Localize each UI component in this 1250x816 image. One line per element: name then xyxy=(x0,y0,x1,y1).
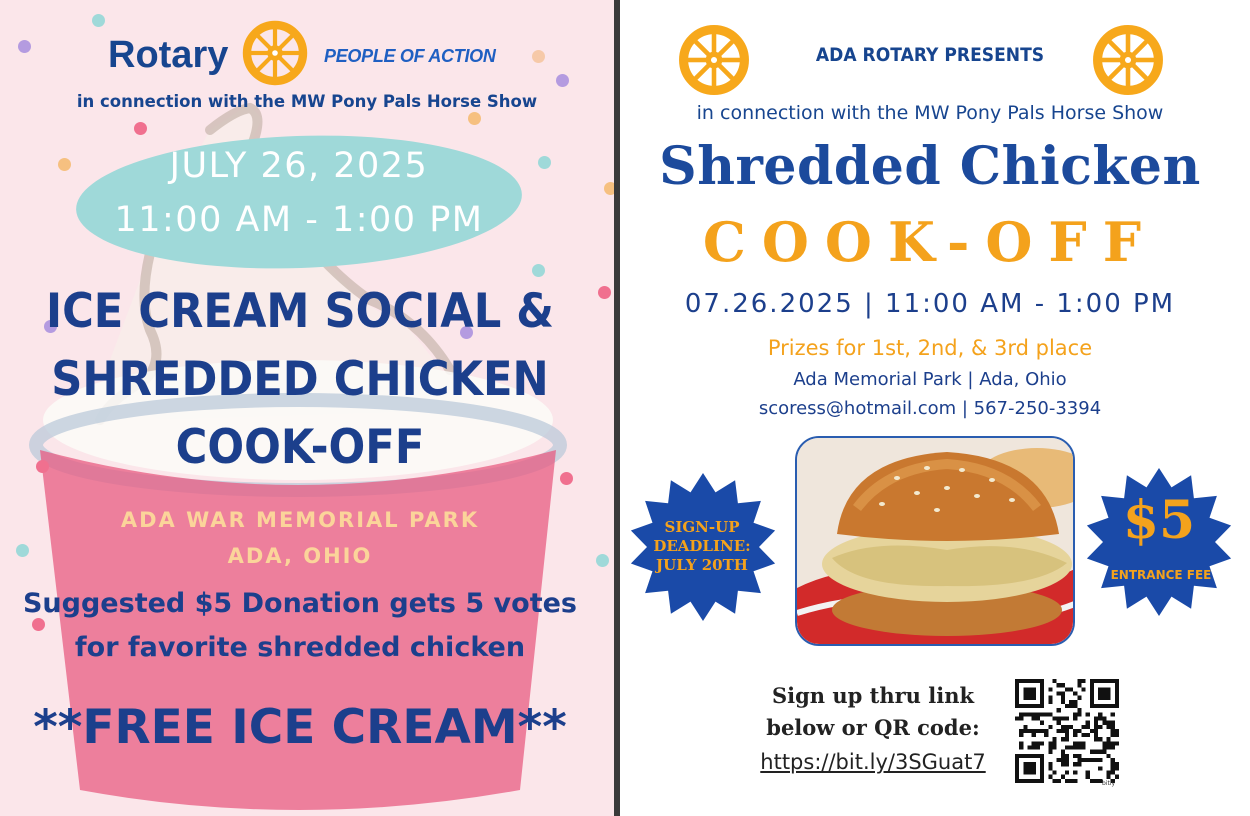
event-datetime: 07.26.2025 | 11:00 AM - 1:00 PM xyxy=(684,289,1176,319)
confetti-dot xyxy=(468,112,481,125)
event-date: JULY 26, 2025 xyxy=(169,146,429,186)
donation-note xyxy=(0,582,600,670)
prizes-line: Prizes for 1st, 2nd, & 3rd place xyxy=(767,336,1093,360)
rotary-wheel-icon xyxy=(240,18,310,88)
park-name: ADA WAR MEMORIAL PARK xyxy=(120,508,480,532)
donation-line: Suggested $5 Donation gets 5 votes xyxy=(22,588,577,619)
signup-deadline-text xyxy=(640,518,764,575)
sandwich-photo xyxy=(795,436,1075,646)
donation-line: for favorite shredded chicken xyxy=(74,632,526,663)
rotary-wordmark: Rotary xyxy=(108,34,229,76)
signup-link[interactable]: https://bit.ly/3SGuat7 xyxy=(760,750,986,774)
confetti-dot xyxy=(92,14,105,27)
entrance-fee-label: ENTRANCE FEE xyxy=(1110,568,1212,582)
sandwich-illustration xyxy=(797,438,1075,646)
confetti-dot xyxy=(58,158,71,171)
event-time: 11:00 AM - 1:00 PM xyxy=(114,200,484,240)
event-location: Ada Memorial Park | Ada, Ohio xyxy=(793,369,1067,390)
confetti-dot xyxy=(532,264,545,277)
confetti-dot xyxy=(18,40,31,53)
confetti-dot xyxy=(598,286,611,299)
ice-cream-social-flyer xyxy=(0,0,614,816)
title-line: ICE CREAM SOCIAL & xyxy=(45,284,555,339)
confetti-dot xyxy=(134,122,147,135)
event-title xyxy=(42,278,557,482)
cook-off-flyer xyxy=(620,0,1250,816)
badge-line: DEADLINE: xyxy=(653,537,751,555)
entrance-price: $5 xyxy=(1122,490,1196,551)
qr-code-icon[interactable] xyxy=(1015,679,1119,783)
badge-line: JULY 20TH xyxy=(656,556,748,574)
horse-show-connection: in connection with the MW Pony Pals Horse Show xyxy=(76,92,538,111)
free-ice-cream-banner: **FREE ICE CREAM** xyxy=(33,700,567,755)
confetti-dot xyxy=(538,156,551,169)
cook-off-title: Shredded Chicken xyxy=(659,136,1201,197)
confetti-dot xyxy=(532,50,545,63)
event-contact: scoress@hotmail.com | 567-250-3394 xyxy=(758,398,1102,419)
rotary-logo xyxy=(108,18,508,88)
signup-instructions xyxy=(748,680,998,744)
title-line: SHREDDED CHICKEN xyxy=(51,352,549,407)
presenter: ADA ROTARY PRESENTS xyxy=(815,44,1045,66)
cook-off-subtitle: COOK-OFF xyxy=(702,210,1158,274)
horse-show-connection: in connection with the MW Pony Pals Horse Show xyxy=(696,102,1164,124)
confetti-dot xyxy=(560,472,573,485)
badge-line: SIGN-UP xyxy=(664,518,740,536)
confetti-dot xyxy=(556,74,569,87)
park-city: ADA, OHIO xyxy=(227,544,373,568)
qr-brand-label: bitly xyxy=(1102,780,1116,787)
title-line: COOK-OFF xyxy=(175,420,425,475)
confetti-dot xyxy=(604,182,614,195)
signup-line: below or QR code: xyxy=(766,715,980,740)
people-of-action-tagline: PEOPLE OF ACTION xyxy=(324,46,496,66)
signup-line: Sign up thru link xyxy=(771,683,975,708)
